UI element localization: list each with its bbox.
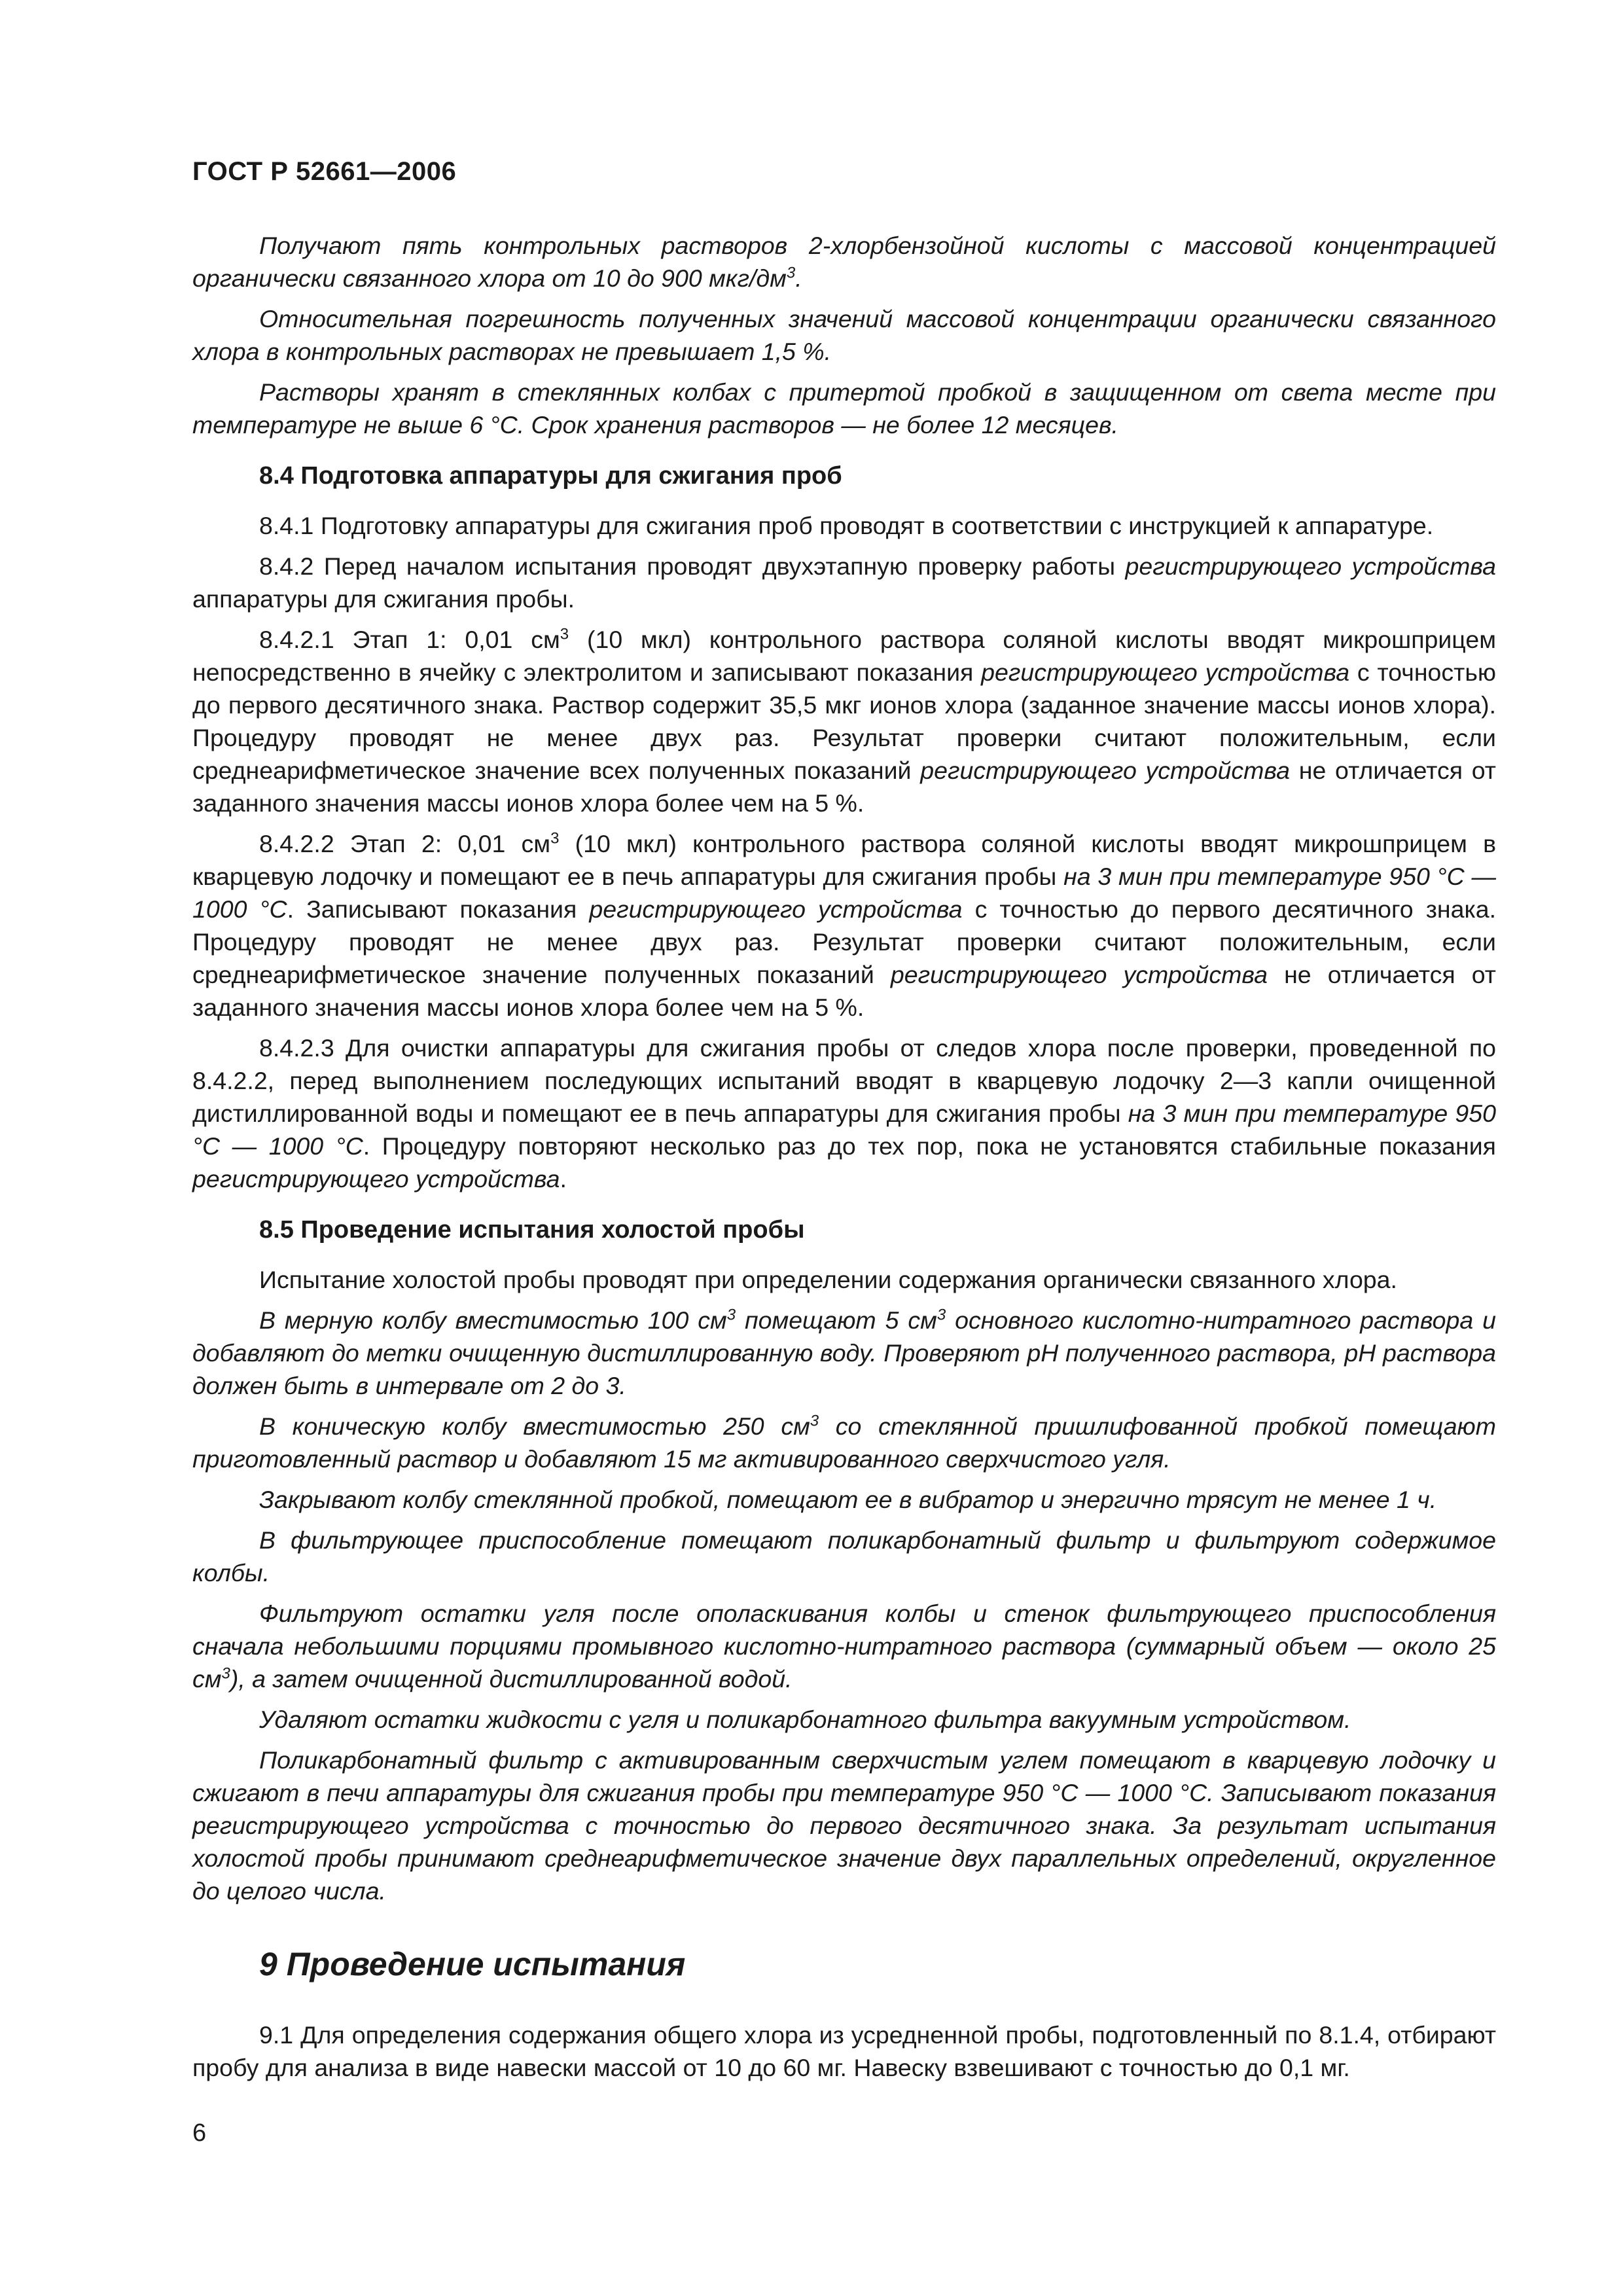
text-run: 8.4.2.1 Этап 1: 0,01 см: [259, 626, 560, 653]
text-run-italic: регистрирующего устройства: [981, 658, 1350, 686]
text-run: 8.4.2 Перед началом испытания проводят двухэтапную проверку работы: [259, 552, 1126, 580]
paragraph-8-5-3: [192, 1410, 1496, 1475]
text-run: с точностью до первого десятичного знака. Процедуру проводят не менее двух раз. Результат проверки считают положительным, если среднеарифметическое значение полученных показаний: [192, 895, 1496, 988]
page-number: 6: [192, 2119, 207, 2147]
text-run: не отличается от заданного значения массы ионов хлора более чем на 5 %.: [192, 961, 1496, 1021]
text-run: . Процедуру повторяют несколько раз до тех пор, пока не установятся стабильные показания: [363, 1132, 1496, 1160]
text-run: ), а затем очищенной дистиллированной водой.: [230, 1665, 793, 1693]
paragraph-8-5-8: Поликарбонатный фильтр с активированным сверхчистым углем помещают в кварцевую лодочку и сжигают в печи аппаратуры для сжигания пробы при температуре 950 °С — 1000 °С. Записывают показания регистрирующего устройства с точностью до первого десятичного знака. За результат испытания холостой пробы принимают среднеарифметическое значение двух параллельных определений, округленное до целого числа.: [192, 1746, 1496, 1905]
text-run: аппаратуры для сжигания пробы.: [192, 585, 575, 613]
text-run-italic: регистрирующего устройства: [890, 961, 1268, 988]
paragraph-intro-1: [192, 229, 1496, 295]
paragraph-8-4-2-1: [192, 623, 1496, 819]
text-run: основного кислотно-нитратного раствора и добавляют до метки очищенную дистиллированную воду. Проверяют pH полученного раствора, pH раствора должен быть в интервале от 2 до 3.: [192, 1306, 1496, 1399]
paragraph-intro-3: Растворы хранят в стеклянных колбах с притертой пробкой в защищенном от света месте при температуре не выше 6 °С. Срок хранения растворов — не более 12 месяцев.: [192, 378, 1496, 439]
paragraph-intro-2: Относительная погрешность полученных значений массовой концентрации органически связанного хлора в контрольных растворах не превышает 1,5 %.: [192, 305, 1496, 365]
text-run: Фильтруют остатки угля после ополаскивания колбы и стенок фильтрующего приспособления сначала небольшими порциями промывного кислотно-нитратного раствора (суммарный объем — около 25 см: [192, 1600, 1496, 1693]
paragraph-8-5-7: Удаляют остатки жидкости с угля и поликарбонатного фильтра вакуумным устройством.: [259, 1706, 1351, 1733]
text-run-italic: на 3 мин при температуре 950 °С — 1000 °С: [192, 1100, 1497, 1160]
text-run-italic: регистрирующего устройства: [192, 1165, 560, 1193]
section-heading-8-4: 8.4 Подготовка аппаратуры для сжигания проб: [259, 462, 842, 490]
text-run: В коническую колбу вместимостью 250 см: [259, 1412, 810, 1440]
superscript: 3: [550, 829, 560, 848]
document-body: [192, 229, 1496, 2084]
paragraph-8-4-2-2: [192, 827, 1496, 1024]
text-run-italic: на 3 мин при температуре 950 °С — 1000 °С: [192, 863, 1496, 923]
section-heading-8-5: 8.5 Проведение испытания холостой пробы: [259, 1216, 805, 1244]
paragraph-9-1: 9.1 Для определения содержания общего хлора из усредненной пробы, подготовленный по 8.1.4, отбирают пробу для анализа в виде навески массой от 10 до 60 мг. Навеску взвешивают с точностью до 0,1 мг.: [192, 2021, 1496, 2081]
text-run: не отличается от заданного значения массы ионов хлора более чем на 5 %.: [192, 757, 1496, 817]
text-run-italic: регистрирующего устройства: [920, 757, 1291, 784]
text-run: . Записывают показания: [287, 895, 590, 923]
document-header: ГОСТ Р 52661—2006: [192, 157, 457, 186]
text-run: с точностью до первого десятичного знака. Раствор содержит 35,5 мкг ионов хлора (заданное значение массы ионов хлора). Процедуру проводят не менее двух раз. Результат проверки считают положительным, если среднеарифметическое значение всех полученных показаний: [192, 658, 1496, 784]
text-run: 8.4.2.3 Для очистки аппаратуры для сжигания пробы от следов хлора после проверки, проведенной по 8.4.2.2, перед выполнением последующих испытаний вводят в кварцевую лодочку 2—3 капли очищенной дистиллированной воды и помещают ее в печь аппаратуры для сжигания пробы: [192, 1034, 1496, 1127]
paragraph-8-5-4: Закрывают колбу стеклянной пробкой, помещают ее в вибратор и энергично трясут не менее 1 ч.: [259, 1486, 1437, 1513]
text-run: помещают 5 см: [736, 1306, 937, 1334]
text-run: 8.4.2.2 Этап 2: 0,01 см: [259, 830, 551, 857]
text-run: (10 мкл) контрольного раствора соляной кислоты вводят микрошприцем в кварцевую лодочку и помещают ее в печь аппаратуры для сжигания пробы: [192, 830, 1496, 890]
superscript: 3: [936, 1306, 946, 1324]
paragraph-8-5-5: В фильтрующее приспособление помещают поликарбонатный фильтр и фильтруют содержимое колбы.: [192, 1526, 1496, 1587]
superscript: 3: [560, 625, 569, 643]
superscript: 3: [726, 1306, 736, 1324]
paragraph-8-5-6: [192, 1597, 1496, 1695]
paragraph-8-5-2: [192, 1304, 1496, 1402]
text-run: Получают пять контрольных растворов 2-хлорбензойной кислоты с массовой концентрацией органически связанного хлора от 10 до 900 мкг/дм: [192, 232, 1496, 292]
paragraph-8-4-2-3: [192, 1031, 1496, 1195]
text-run: (10 мкл) контрольного раствора соляной кислоты вводят микрошприцем непосредственно в ячейку с электролитом и записывают показания: [192, 626, 1497, 686]
text-run: .: [795, 264, 802, 292]
paragraph-8-4-2: [192, 550, 1496, 615]
text-run: со стеклянной пришлифованной пробкой помещают приготовленный раствор и добавляют 15 мг активированного сверхчистого угля.: [192, 1412, 1496, 1473]
text-run: В мерную колбу вместимостью 100 см: [259, 1306, 727, 1334]
text-run-italic: регистрирующего устройства: [1125, 552, 1496, 580]
text-run: .: [560, 1165, 567, 1193]
superscript: 3: [221, 1664, 230, 1683]
superscript: 3: [786, 264, 796, 282]
superscript: 3: [810, 1412, 819, 1430]
paragraph-8-5-1: Испытание холостой пробы проводят при определении содержания органически связанного хлора.: [259, 1266, 1397, 1293]
paragraph-8-4-1: 8.4.1 Подготовку аппаратуры для сжигания проб проводят в соответствии с инструкцией к аппаратуре.: [259, 512, 1434, 539]
text-run-italic: регистрирующего устройства: [589, 895, 963, 923]
chapter-heading-9: 9 Проведение испытания: [259, 1946, 686, 1982]
